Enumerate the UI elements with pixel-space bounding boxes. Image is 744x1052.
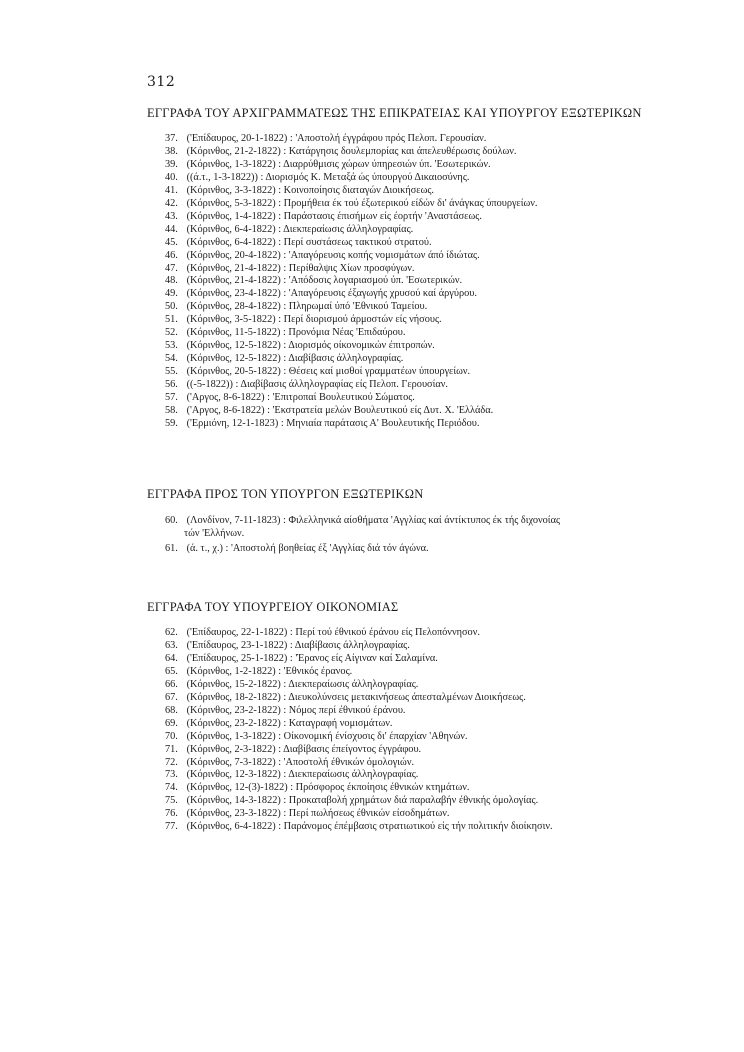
entry-number: 43.: [165, 210, 178, 222]
list-item: [165, 692, 655, 705]
entry-number: 44.: [165, 223, 178, 235]
list-item: [165, 769, 655, 782]
entry-number: 66.: [165, 678, 178, 690]
entry-text: (Κόρινθος, 6-4-1822) : Διεκπεραίωσις άλληλογραφίας.: [186, 223, 414, 235]
entry-text: (Κόρινθος, 23-4-1822) : 'Απαγόρευσις έξαγωγής χρυσού καί άργύρου.: [186, 288, 477, 300]
list-item: [165, 795, 655, 808]
entry-text: ('Ερμιόνη, 12-1-1823) : Μηνιαία παράτασις Α' Βουλευτικής Περιόδου.: [186, 417, 480, 429]
entry-text: ((-5-1822)) : Διαβίβασις άλληλογραφίας είς Πελοπ. Γερουσίαν.: [186, 379, 448, 391]
entry-text: (Κόρινθος, 1-3-1822) : Οίκονομική ένίσχυσις δι' έπαρχίαν 'Αθηνών.: [186, 730, 468, 742]
entry-number: 61.: [165, 542, 178, 554]
list-item: [165, 666, 655, 679]
list-item: [165, 327, 655, 340]
entry-text: (Κόρινθος, 1-4-1822) : Παράστασις έπισήμων είς έορτήν 'Αναστάσεως.: [186, 210, 482, 222]
entry-number: 52.: [165, 327, 178, 339]
entry-number: 39.: [165, 158, 178, 170]
entry-text: (Κόρινθος, 18-2-1822) : Διευκολύνσεις μετακινήσεως άπεσταλμένων Διοικήσεως.: [186, 691, 526, 703]
entry-number: 77.: [165, 821, 178, 833]
list-item: [165, 515, 655, 528]
entry-text: (Κόρινθος, 21-4-1822) : Περίθαλψις Χίων προσφύγων.: [186, 262, 415, 274]
entry-number: 48.: [165, 275, 178, 287]
list-item: [165, 366, 655, 379]
entry-text: ('Επίδαυρος, 23-1-1822) : Διαβίβασις άλληλογραφίας.: [186, 639, 410, 651]
entry-number: 38.: [165, 145, 178, 157]
entry-number: 73.: [165, 769, 178, 781]
list-item: [165, 185, 655, 198]
entry-number: 56.: [165, 379, 178, 391]
list-item: [165, 353, 655, 366]
entry-text: ('Επίδαυρος, 22-1-1822) : Περί τού έθνικού έράνου είς Πελοπόννησον.: [186, 627, 480, 638]
list-item: [165, 627, 655, 640]
entry-text: (Κόρινθος, 21-2-1822) : Κατάργησις δουλεμπορίας και άπελευθέρωσις δούλων.: [186, 145, 517, 157]
list-item: [165, 653, 655, 666]
list-item: [165, 782, 655, 795]
entry-text: (Κόρινθος, 12-5-1822) : Διορισμός οίκονομικών έπιτροπών.: [186, 340, 435, 352]
entry-number: 50.: [165, 301, 178, 313]
entry-text: (Κόρινθος, 1-3-1822) : Διαρρύθμισις χώρων ύπηρεσιών ύπ. 'Εσωτερικών.: [186, 158, 491, 170]
entry-number: 53.: [165, 340, 178, 352]
entry-number: 60.: [165, 515, 178, 526]
entry-text: ('Επίδαυρος, 20-1-1822) : 'Αποστολή έγγράφου πρός Πελοπ. Γερουσίαν.: [186, 133, 487, 144]
entry-number: 42.: [165, 197, 178, 209]
list-item: [165, 301, 655, 314]
entry-list-foreign-minister: [165, 515, 655, 556]
list-item: [165, 314, 655, 327]
entry-number: 69.: [165, 717, 178, 729]
entry-text: (Κόρινθος, 2-3-1822) : Διαβίβασις έπείγοντος έγγράφου.: [186, 743, 422, 755]
entry-number: 45.: [165, 236, 178, 248]
entry-number: 37.: [165, 133, 178, 144]
entry-text: (Κόρινθος, 12-5-1822) : Διαβίβασις άλληλογραφίας.: [186, 353, 404, 365]
list-item: [165, 821, 655, 834]
list-item: [165, 288, 655, 301]
list-item: [165, 679, 655, 692]
list-item: [165, 543, 655, 556]
entry-text: ('Επίδαυρος, 25-1-1822) : 'Έρανος είς Αίγιναν καί Σαλαμίνα.: [186, 652, 438, 664]
entry-number: 55.: [165, 366, 178, 378]
entry-number: 75.: [165, 795, 178, 807]
entry-number: 54.: [165, 353, 178, 365]
entry-number: 64.: [165, 652, 178, 664]
entry-number: 76.: [165, 808, 178, 820]
entry-number: 65.: [165, 665, 178, 677]
list-item: [165, 392, 655, 405]
entry-number: 68.: [165, 704, 178, 716]
entry-number: 46.: [165, 249, 178, 261]
page-number: 312: [147, 74, 176, 90]
entry-text: (Κόρινθος, 23-2-1822) : Καταγραφή νομισμάτων.: [186, 717, 393, 729]
entry-number: 41.: [165, 184, 178, 196]
list-item: [165, 146, 655, 159]
entry-number: 49.: [165, 288, 178, 300]
entry-text: (Κόρινθος, 23-2-1822) : Νόμος περί έθνικού έράνου.: [186, 704, 406, 716]
entry-number: 57.: [165, 392, 178, 404]
entry-text: (Κόρινθος, 6-4-1822) : Παράνομος έπέμβασις στρατιωτικού είς τήν πολιτικήν διοίκησιν.: [186, 821, 553, 833]
entry-text: ('Αργος, 8-6-1822) : 'Επιτροπαί Βουλευτικού Σώματος.: [186, 392, 415, 404]
list-item: [165, 640, 655, 653]
entry-text: (ά. τ., χ.) : 'Αποστολή βοηθείας έξ 'Αγγλίας διά τόν άγώνα.: [186, 542, 429, 554]
entry-number: 58.: [165, 405, 178, 417]
list-item: [165, 718, 655, 731]
section-heading-economy: ΕΓΓΡΑΦΑ ΤΟΥ ΥΠΟΥΡΓΕΙΟΥ ΟΙΚΟΝΟΜΙΑΣ: [147, 600, 399, 614]
entry-number: 74.: [165, 782, 178, 794]
entry-number: 67.: [165, 691, 178, 703]
entry-text: ((ά.τ., 1-3-1822)) : Διορισμός Κ. Μεταξά ώς ύπουργού Δικαιοσύνης.: [186, 171, 470, 183]
entry-text: (Κόρινθος, 3-3-1822) : Κοινοποίησις διαταγών Διοικήσεως.: [186, 184, 435, 196]
entry-continuation: τών 'Ελλήνων.: [184, 527, 245, 539]
entry-number: 72.: [165, 756, 178, 768]
list-item: [165, 418, 655, 431]
entry-number: 63.: [165, 639, 178, 651]
entry-text: (Κόρινθος, 7-3-1822) : 'Αποστολή έθνικών όμολογιών.: [186, 756, 415, 768]
list-item: [165, 275, 655, 288]
list-item: [165, 237, 655, 250]
entry-number: 51.: [165, 314, 178, 326]
entry-list-economy: [165, 627, 655, 834]
list-item: [165, 808, 655, 821]
list-item: [165, 198, 655, 211]
list-item: [165, 224, 655, 237]
entry-text: (Κόρινθος, 23-3-1822) : Περί πωλήσεως έθνικών είσοδημάτων.: [186, 808, 450, 820]
entry-number: 40.: [165, 171, 178, 183]
list-item: [165, 744, 655, 757]
list-item: [165, 340, 655, 353]
list-item: [165, 172, 655, 185]
list-item: [165, 211, 655, 224]
entry-text: (Κόρινθος, 20-4-1822) : 'Απαγόρευσις κοπής νομισμάτων άπό ίδιώτας.: [186, 249, 480, 261]
list-item: [165, 379, 655, 392]
list-item: [165, 250, 655, 263]
entry-number: 47.: [165, 262, 178, 274]
entry-text: (Κόρινθος, 12-3-1822) : Διεκπεραίωσις άλληλογραφίας.: [186, 769, 419, 781]
entry-text: (Κόρινθος, 11-5-1822) : Προνόμια Νέας 'Επιδαύρου.: [186, 327, 406, 339]
entry-number: 62.: [165, 627, 178, 638]
entry-list-secretary: [165, 133, 655, 431]
entry-text: (Λονδίνον, 7-11-1823) : Φιλελληνικά αίσθήματα 'Αγγλίας καί άντίκτυπος έκ τής διχονοίας: [186, 515, 561, 526]
entry-text: ('Αργος, 8-6-1822) : 'Εκστρατεία μελών Βουλευτικού είς Δυτ. Χ. 'Ελλάδα.: [186, 405, 494, 417]
entry-text: (Κόρινθος, 28-4-1822) : Πληρωμαί ύπό 'Εθνικού Ταμείου.: [186, 301, 428, 313]
list-item: [165, 405, 655, 418]
list-item: [165, 705, 655, 718]
entry-text: (Κόρινθος, 5-3-1822) : Προμήθεια έκ τού έξωτερικού είδών δι' άνάγκας ύπουργείων.: [186, 197, 538, 209]
entry-text: (Κόρινθος, 6-4-1822) : Περί συστάσεως τακτικού στρατού.: [186, 236, 432, 248]
entry-text: (Κόρινθος, 1-2-1822) : 'Εθνικός έρανος.: [186, 665, 353, 677]
entry-number: 59.: [165, 417, 178, 429]
list-item: [165, 159, 655, 172]
entry-text: (Κόρινθος, 12-(3)-1822) : Πρόσφορος έκποίησις έθνικών κτημάτων.: [186, 782, 470, 794]
list-item: [165, 731, 655, 744]
entry-text: (Κόρινθος, 15-2-1822) : Διεκπεραίωσις άλληλογραφίας.: [186, 678, 419, 690]
entry-text: (Κόρινθος, 20-5-1822) : Θέσεις καί μισθοί γραμματέων ύπουργείων.: [186, 366, 471, 378]
entry-text: (Κόρινθος, 14-3-1822) : Προκαταβολή χρημάτων διά παραλαβήν έθνικής όμολογίας.: [186, 795, 539, 807]
entry-text: (Κόρινθος, 3-5-1822) : Περί διορισμού άρμοστών είς νήσους.: [186, 314, 442, 326]
section-heading-foreign-minister: ΕΓΓΡΑΦΑ ΠΡΟΣ ΤΟΝ ΥΠΟΥΡΓΟΝ ΕΞΩΤΕΡΙΚΩΝ: [147, 487, 424, 501]
entry-number: 71.: [165, 743, 178, 755]
section-heading-secretary: ΕΓΓΡΑΦΑ ΤΟΥ ΑΡΧΙΓΡΑΜΜΑΤΕΩΣ ΤΗΣ ΕΠΙΚΡΑΤΕΙΑΣ ΚΑΙ ΥΠΟΥΡΓΟΥ ΕΞΩΤΕΡΙΚΩΝ: [147, 106, 642, 120]
entry-number: 70.: [165, 730, 178, 742]
list-item: [165, 757, 655, 770]
entry-text: (Κόρινθος, 21-4-1822) : 'Απόδοσις λογαριασμού ύπ. 'Εσωτερικών.: [186, 275, 463, 287]
list-item: [165, 133, 655, 146]
list-item: [165, 263, 655, 276]
